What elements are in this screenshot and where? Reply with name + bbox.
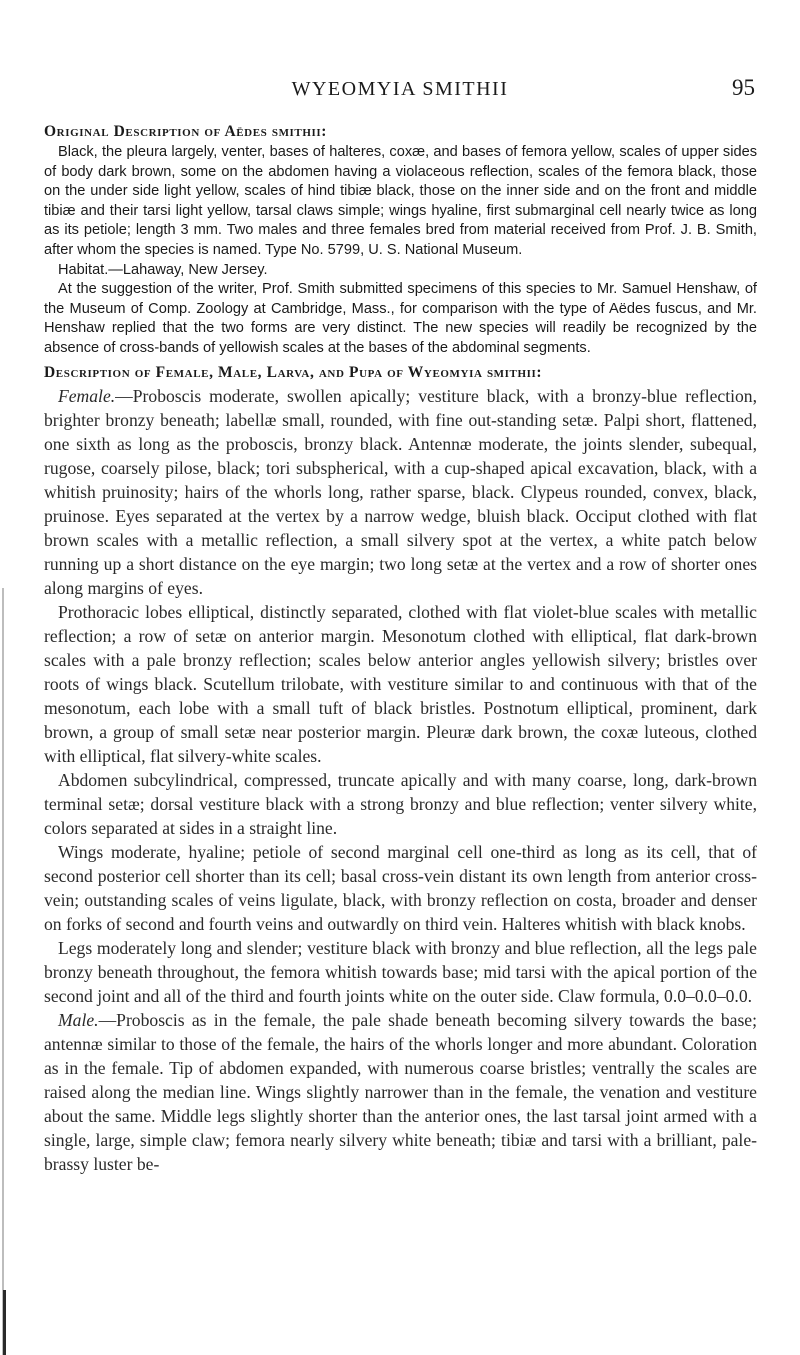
running-title: WYEOMYIA SMITHII xyxy=(291,78,509,100)
abdomen-paragraph: Abdomen subcylindrical, compressed, truncate apically and with many coarse, long, dark-brown terminal setæ; dorsal vestiture black with a strong bronzy and blue reflection; venter silvery white, colors separated at sides in a straight line. xyxy=(44,769,757,838)
page-binding-edge xyxy=(2,588,4,1355)
page-edge-shadow xyxy=(3,1290,6,1355)
legs-paragraph: Legs moderately long and slender; vestiture black with bronzy and blue reflection, all the legs pale bronzy beneath throughout, the femora whitish towards base; mid tarsi with the apical portion of the second joint and all of the third and fourth joints white on the outer side. Claw formula, 0.0–0.0–0.0. xyxy=(44,937,757,1006)
female-text: —Proboscis moderate, swollen apically; vestiture black, with a bronzy-blue reflection, brighter bronzy beneath; labellæ small, rounded, with fine out-standing setæ. Palpi short, flattened, one sixth as long as the proboscis, bronzy black. Antennæ moderate, the joints slender, subequal, rugose, coarsely pilose, black; tori subspherical, with a cup-shaped apical excavation, black, with a whitish pruinosity; hairs of the whorls long, rather sparse, black. Clypeus rounded, convex, black, pruinose. Eyes separated at the vertex by a narrow wedge, bluish black. Occiput clothed with flat brown scales with a metallic reflection, a small silvery spot at the vertex, a white patch below running up a short distance on the eye margin; two long setæ at the vertex and a row of shorter ones along margins of eyes. xyxy=(44,385,757,598)
female-paragraph xyxy=(44,384,757,600)
page-number: 95 xyxy=(732,75,755,100)
male-text: —Proboscis as in the female, the pale shade beneath becoming silvery towards the base; antennæ similar to those of the female, the hairs of the whorls longer and more abundant. Coloration as in the female. Tip of abdomen expanded, with numerous coarse bristles; ventrally the scales are raised along the median line. Wings slightly narrower than in the female, the venation and vestiture about the same. Middle legs slightly shorter than the anterior ones, the last tarsal joint armed with a single, large, simple claw; femora nearly silvery white beneath; tibiæ and tarsi with a brilliant, pale-brassy luster be- xyxy=(44,1009,757,1174)
male-label: Male. xyxy=(58,1009,99,1030)
description-heading: Description of Female, Male, Larva, and Pupa of Wyeomyia smithii: xyxy=(44,363,543,381)
comparison-paragraph: At the suggestion of the writer, Prof. Smith submitted specimens of this species to Mr. Samuel Henshaw, of the Museum of Comp. Zoology at Cambridge, Mass., for comparison with the type of Aëdes fuscus, and Mr. Henshaw replied that the two forms are very distinct. The new species will readily be recognized by the absence of cross-bands of yellowish scales at the bases of the abdominal segments. xyxy=(44,281,757,356)
female-label: Female. xyxy=(58,385,116,406)
habitat-paragraph: Habitat.—Lahaway, New Jersey. xyxy=(58,261,268,278)
description-section xyxy=(44,384,757,1176)
original-description-paragraph: Black, the pleura largely, venter, bases of halteres, coxæ, and bases of femora yellow, scales of upper sides of body dark brown, some on the abdomen having a violaceous reflection, scales of the femora black, those on the under side light yellow, scales of hind tibiæ black, those on the inner side and on the front and middle tibiæ and their tarsi light yellow, tarsal claws simple; wings hyaline, first submarginal cell nearly twice as long as its petiole; length 3 mm. Two males and three females bred from material received from Prof. J. B. Smith, after whom the species is named. Type No. 5799, U. S. National Museum. xyxy=(44,144,757,258)
male-paragraph xyxy=(44,1008,757,1176)
original-description-section xyxy=(44,122,757,359)
prothorax-paragraph: Prothoracic lobes elliptical, distinctly separated, clothed with flat violet-blue scales with metallic reflection; a row of setæ on anterior margin. Mesonotum clothed with elliptical, flat dark-brown scales with a pale bronzy reflection; scales below anterior angles yellowish silvery; bristles over roots of wings black. Scutellum trilobate, with vestiture similar to and continuous with that of the mesonotum, each lobe with a small tuft of black bristles. Postnotum elliptical, prominent, dark brown, a group of small setæ near posterior margin. Pleuræ dark brown, the coxæ luteous, clothed with elliptical, flat silvery-white scales. xyxy=(44,601,757,766)
page-header xyxy=(0,70,800,110)
wings-paragraph: Wings moderate, hyaline; petiole of second marginal cell one-third as long as its cell, that of second posterior cell shorter than its cell; basal cross-vein distant its own length from anterior cross-vein; outstanding scales of veins ligulate, black, with bronzy reflection on costa, broader and denser on forks of second and fourth veins and outwardly on third vein. Halteres whitish with black knobs. xyxy=(44,841,757,934)
original-description-heading: Original Description of Aëdes smithii: xyxy=(44,123,328,140)
page-body xyxy=(44,122,757,1176)
